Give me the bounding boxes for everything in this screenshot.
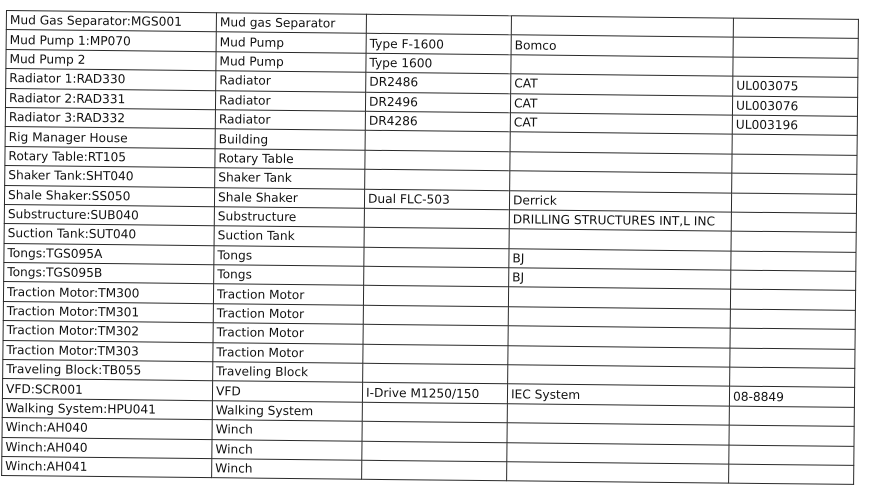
serial-cell [729,445,854,466]
manufacturer-cell [511,16,733,38]
equipment-tag-cell: Traveling Block:TB055 [3,360,213,382]
serial-cell: 08-8849 [729,387,854,408]
serial-cell [733,38,858,59]
manufacturer-cell: Bomco [511,35,733,57]
manufacturer-cell: BJ [509,248,731,270]
serial-cell [731,270,856,291]
serial-cell [732,154,857,175]
equipment-tag-cell: Suction Tank:SUT040 [4,224,214,246]
equipment-type-cell: Shaker Tank [215,168,365,189]
manufacturer-cell [507,404,729,426]
equipment-tag-cell: Winch:AH041 [2,456,212,478]
equipment-tag-cell: Rotary Table:RT105 [5,146,215,168]
equipment-type-cell: Radiator [216,71,366,92]
model-cell [364,266,509,287]
equipment-type-cell: Winch [212,420,362,441]
equipment-sheet [1,10,858,485]
manufacturer-cell: IEC System [507,384,729,406]
model-cell [362,441,507,462]
model-cell: DR2496 [365,92,510,113]
equipment-tag-cell: Radiator 3:RAD332 [5,107,215,129]
equipment-tag-cell: Rig Manager House [5,127,215,149]
equipment-type-cell: Tongs [214,265,364,286]
equipment-tag-cell: Traction Motor:TM303 [3,340,213,362]
equipment-tag-cell: Walking System:HPU041 [2,398,212,420]
equipment-tag-cell: Mud Pump 1:MP070 [6,30,216,52]
equipment-type-cell: Substructure [214,207,364,228]
manufacturer-cell [509,229,731,251]
equipment-tag-cell: Radiator 1:RAD330 [6,69,216,91]
model-cell [362,402,507,423]
equipment-tag-cell: Traction Motor:TM300 [3,282,213,304]
equipment-type-cell: Radiator [215,110,365,131]
manufacturer-cell [510,152,732,174]
equipment-type-cell: Radiator [215,90,365,111]
serial-cell [730,309,855,330]
equipment-type-cell: Mud Pump [216,32,366,53]
manufacturer-cell [511,55,733,77]
equipment-tag-cell: Tongs:TGS095B [4,263,214,285]
equipment-tag-cell: VFD:SCR001 [2,379,212,401]
manufacturer-cell: CAT [511,74,733,96]
equipment-tag-cell: Traction Motor:TM302 [3,321,213,343]
equipment-tag-cell: Radiator 2:RAD331 [5,88,215,110]
serial-cell [729,406,854,427]
serial-cell [732,134,857,155]
serial-cell: UL003075 [733,76,858,97]
manufacturer-cell [507,462,729,484]
manufacturer-cell [510,171,732,193]
equipment-tag-cell: Shale Shaker:SS050 [4,185,214,207]
equipment-tag-cell: Shaker Tank:SHT040 [5,166,215,188]
serial-cell [730,367,855,388]
equipment-type-cell: Traction Motor [213,323,363,344]
model-cell [363,305,508,326]
equipment-type-cell: Walking System [212,400,362,421]
model-cell: Type F-1600 [366,34,511,55]
serial-cell [730,348,855,369]
model-cell [365,131,510,152]
model-cell [364,228,509,249]
model-cell [364,247,509,268]
serial-cell [730,328,855,349]
equipment-type-cell: Shale Shaker [214,187,364,208]
model-cell [363,286,508,307]
serial-cell: UL003076 [732,96,857,117]
equipment-type-cell: Traveling Block [213,362,363,383]
manufacturer-cell [507,423,729,445]
equipment-type-cell: Mud gas Separator [216,13,366,34]
manufacturer-cell [508,287,730,309]
model-cell [362,421,507,442]
serial-cell: UL003196 [732,115,857,136]
model-cell: I-Drive M1250/150 [362,383,507,404]
model-cell: Type 1600 [366,53,511,74]
equipment-type-cell: Traction Motor [213,304,363,325]
model-cell [363,325,508,346]
equipment-tag-cell: Traction Motor:TM301 [3,301,213,323]
serial-cell [729,425,854,446]
serial-cell [731,193,856,214]
model-cell: DR4286 [365,111,510,132]
equipment-type-cell: Mud Pump [216,51,366,72]
serial-cell [731,231,856,252]
equipment-tag-cell: Tongs:TGS095A [4,243,214,265]
equipment-type-cell: Suction Tank [214,226,364,247]
equipment-table-body [2,11,859,485]
equipment-tag-cell: Winch:AH040 [2,418,212,440]
manufacturer-cell [510,132,732,154]
model-cell [366,14,511,35]
manufacturer-cell: BJ [509,268,731,290]
equipment-type-cell: Rotary Table [215,148,365,169]
serial-cell [731,251,856,272]
equipment-tag-cell: Winch:AH040 [2,437,212,459]
manufacturer-cell [507,442,729,464]
serial-cell [733,57,858,78]
serial-cell [731,212,856,233]
model-cell [363,344,508,365]
serial-cell [732,173,857,194]
equipment-type-cell: Winch [212,459,362,480]
manufacturer-cell: DRILLING STRUCTURES INT,L INC [509,210,731,232]
serial-cell [729,464,854,485]
equipment-tag-cell: Substructure:SUB040 [4,204,214,226]
equipment-tag-cell: Mud Pump 2 [6,49,216,71]
equipment-type-cell: VFD [212,381,362,402]
equipment-tag-cell: Mud Gas Separator:MGS001 [6,11,216,33]
manufacturer-cell: Derrick [509,190,731,212]
manufacturer-cell: CAT [510,113,732,135]
manufacturer-cell [508,345,730,367]
equipment-table [1,10,859,485]
manufacturer-cell [508,326,730,348]
equipment-type-cell: Tongs [214,245,364,266]
equipment-type-cell: Winch [212,439,362,460]
equipment-type-cell: Traction Motor [213,284,363,305]
manufacturer-cell: CAT [510,93,732,115]
serial-cell [733,18,858,39]
model-cell [365,150,510,171]
manufacturer-cell [508,365,730,387]
manufacturer-cell [508,307,730,329]
model-cell: Dual FLC-503 [364,189,509,210]
model-cell [365,169,510,190]
equipment-type-cell: Traction Motor [213,342,363,363]
serial-cell [730,290,855,311]
model-cell [364,208,509,229]
equipment-type-cell: Building [215,129,365,150]
model-cell: DR2486 [366,72,511,93]
model-cell [363,363,508,384]
model-cell [362,460,507,481]
